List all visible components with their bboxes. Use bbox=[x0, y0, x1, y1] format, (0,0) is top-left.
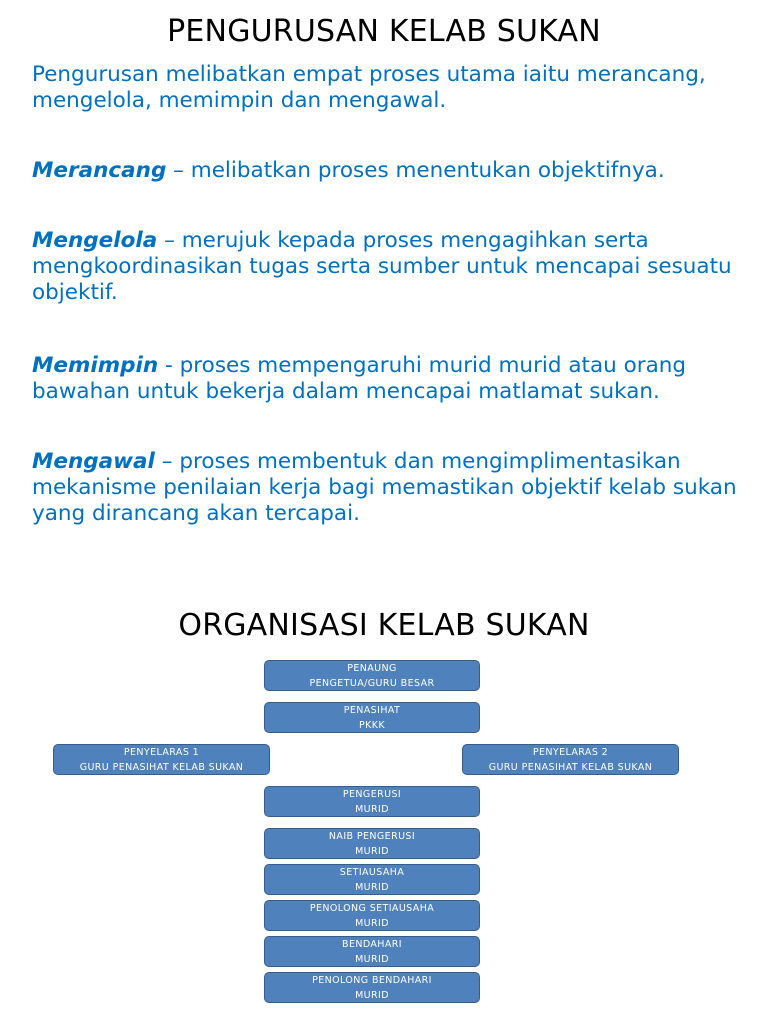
org-role-label: PENGERUSI bbox=[342, 788, 402, 800]
org-holder-label: PENGETUA/GURU BESAR bbox=[309, 677, 435, 689]
definition-merancang bbox=[32, 158, 748, 184]
org-role-label: PENYELARAS 2 bbox=[532, 746, 609, 758]
org-box-pengerusi bbox=[264, 786, 480, 817]
org-role-label: SETIAUSAHA bbox=[339, 866, 405, 878]
org-holder-label: MURID bbox=[355, 845, 389, 857]
intro-paragraph: Pengurusan melibatkan empat proses utama iaitu merancang, mengelola, memimpin dan mengawal. bbox=[32, 62, 706, 113]
section-title-organisasi: ORGANISASI KELAB SUKAN bbox=[178, 608, 590, 643]
org-role-label: PENYELARAS 1 bbox=[123, 746, 200, 758]
page-title: PENGURUSAN KELAB SUKAN bbox=[167, 14, 601, 49]
org-holder-label: GURU PENASIHAT KELAB SUKAN bbox=[79, 761, 244, 773]
org-role-label: PENASIHAT bbox=[343, 704, 401, 716]
org-holder-label: GURU PENASIHAT KELAB SUKAN bbox=[488, 761, 653, 773]
org-holder-label: MURID bbox=[355, 803, 389, 815]
definition-term: Merancang bbox=[32, 158, 167, 183]
definition-separator: – bbox=[166, 158, 191, 183]
definition-term: Mengawal bbox=[32, 449, 155, 474]
org-role-label: NAIB PENGERUSI bbox=[328, 830, 416, 842]
definition-text: merujuk kepada proses mengagihkan serta mengkoordinasikan tugas serta sumber untuk mencapai sesuatu objektif. bbox=[32, 228, 732, 305]
org-holder-label: PKKK bbox=[358, 719, 386, 731]
definition-separator: – bbox=[154, 449, 180, 474]
definition-separator: - bbox=[158, 353, 180, 378]
org-box-penolong-bendahari bbox=[264, 972, 480, 1003]
definition-term: Mengelola bbox=[32, 228, 158, 253]
definition-memimpin bbox=[32, 353, 748, 405]
org-holder-label: MURID bbox=[355, 953, 389, 965]
org-box-setiausaha bbox=[264, 864, 480, 895]
definition-text: proses membentuk dan mengimplimentasikan mekanisme penilaian kerja bagi memastikan objektif kelab sukan yang dirancang akan tercapai. bbox=[32, 449, 737, 526]
org-holder-label: MURID bbox=[355, 917, 389, 929]
org-box-bendahari bbox=[264, 936, 480, 967]
definition-text: proses mempengaruhi murid murid atau orang bawahan untuk bekerja dalam mencapai matlamat sukan. bbox=[32, 353, 687, 404]
org-holder-label: MURID bbox=[355, 989, 389, 1001]
org-role-label: PENOLONG SETIAUSAHA bbox=[309, 902, 435, 914]
org-box-naib-pengerusi bbox=[264, 828, 480, 859]
definition-term: Memimpin bbox=[32, 353, 159, 378]
definition-text: melibatkan proses menentukan objektifnya. bbox=[190, 158, 665, 183]
definition-mengelola bbox=[32, 228, 748, 306]
org-box-penyelaras-1 bbox=[53, 744, 270, 775]
org-role-label: PENOLONG BENDAHARI bbox=[312, 974, 432, 986]
definition-mengawal bbox=[32, 449, 748, 527]
org-role-label: PENAUNG bbox=[347, 662, 397, 674]
org-box-penaung bbox=[264, 660, 480, 691]
org-box-penyelaras-2 bbox=[462, 744, 679, 775]
org-box-penolong-setiausaha bbox=[264, 900, 480, 931]
org-box-penasihat bbox=[264, 702, 480, 733]
definition-separator: – bbox=[157, 228, 182, 253]
org-role-label: BENDAHARI bbox=[342, 938, 402, 950]
org-holder-label: MURID bbox=[355, 881, 389, 893]
